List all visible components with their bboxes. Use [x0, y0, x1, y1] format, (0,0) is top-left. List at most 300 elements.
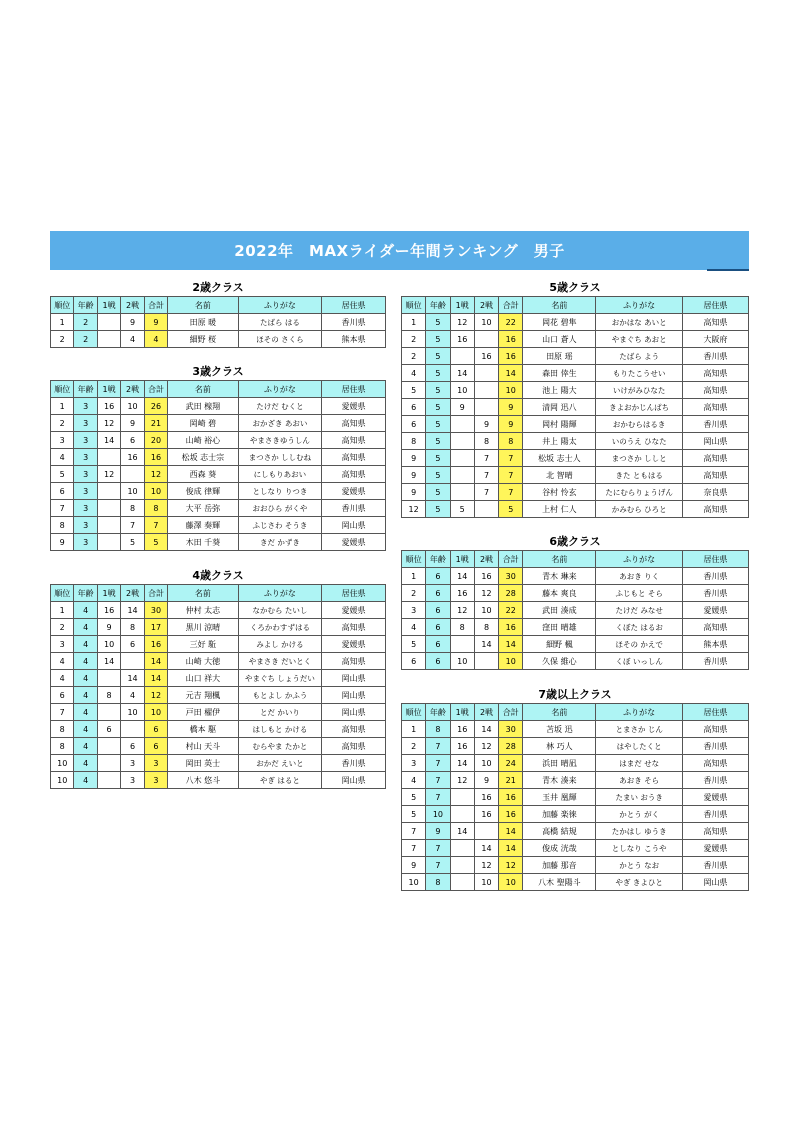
cell-total: 12 — [144, 687, 167, 704]
cell-furigana: くぼ いっしん — [596, 653, 683, 670]
cell-furigana: まつさか ししと — [596, 450, 683, 467]
table-row — [51, 704, 386, 721]
cell-name: 高橋 結規 — [523, 823, 596, 840]
table-row — [51, 772, 386, 789]
cell-total: 14 — [499, 823, 523, 840]
header-name: 名前 — [523, 551, 596, 568]
cell-rank: 2 — [402, 348, 426, 365]
header-age: 年齢 — [426, 704, 450, 721]
cell-race1: 14 — [450, 365, 474, 382]
cell-race2: 16 — [474, 806, 498, 823]
header-total: 合計 — [499, 704, 523, 721]
cell-race1 — [97, 500, 120, 517]
cell-age: 5 — [426, 348, 450, 365]
cell-race1: 14 — [97, 653, 120, 670]
cell-age: 7 — [426, 738, 450, 755]
cell-name: 黒川 涼晴 — [168, 619, 238, 636]
cell-race2: 10 — [121, 704, 144, 721]
cell-prefecture: 高知県 — [322, 738, 386, 755]
cell-race2: 7 — [121, 517, 144, 534]
cell-furigana: くぼた はるお — [596, 619, 683, 636]
cell-race2: 8 — [121, 500, 144, 517]
cell-race2: 6 — [121, 432, 144, 449]
table-row — [51, 415, 386, 432]
cell-name: 山口 祥大 — [168, 670, 238, 687]
cell-prefecture: 高知県 — [322, 466, 386, 483]
cell-age: 4 — [74, 687, 97, 704]
cell-prefecture: 高知県 — [683, 365, 749, 382]
cell-race1: 16 — [450, 331, 474, 348]
cell-age: 7 — [426, 755, 450, 772]
cell-race1 — [97, 704, 120, 721]
cell-age: 3 — [74, 466, 97, 483]
cell-race2 — [121, 721, 144, 738]
cell-race2: 10 — [474, 874, 498, 891]
cell-age: 8 — [426, 874, 450, 891]
cell-name: 浜田 晴凪 — [523, 755, 596, 772]
header-prefecture: 居住県 — [322, 381, 386, 398]
cell-name: 上村 仁人 — [523, 501, 596, 518]
cell-age: 4 — [74, 772, 97, 789]
cell-total: 21 — [499, 772, 523, 789]
table-row — [402, 484, 749, 501]
cell-rank: 4 — [402, 365, 426, 382]
section-3sai — [50, 364, 386, 551]
cell-race2 — [474, 365, 498, 382]
cell-prefecture: 香川県 — [683, 653, 749, 670]
cell-age: 7 — [426, 840, 450, 857]
cell-name: 北 智晴 — [523, 467, 596, 484]
cell-age: 4 — [74, 653, 97, 670]
cell-race2: 12 — [474, 585, 498, 602]
table-row — [402, 331, 749, 348]
header-race1: 1戦 — [97, 381, 120, 398]
cell-age: 5 — [426, 382, 450, 399]
cell-total: 7 — [499, 484, 523, 501]
cell-name: 藤澤 奏輝 — [168, 517, 238, 534]
section-title: 3歳クラス — [192, 365, 244, 378]
table-row — [51, 432, 386, 449]
cell-total: 14 — [499, 840, 523, 857]
cell-race1 — [450, 467, 474, 484]
cell-name: 細野 楓 — [523, 636, 596, 653]
table-row — [51, 721, 386, 738]
cell-race2: 4 — [121, 331, 144, 348]
cell-race2: 14 — [474, 721, 498, 738]
cell-race2: 12 — [474, 857, 498, 874]
cell-name: 山崎 裕心 — [168, 432, 238, 449]
cell-total: 10 — [499, 382, 523, 399]
header-race2: 2戦 — [121, 297, 144, 314]
header-rank: 順位 — [51, 381, 74, 398]
cell-prefecture: 高知県 — [322, 449, 386, 466]
cell-name: 岡花 碧隼 — [523, 314, 596, 331]
cell-rank: 7 — [402, 840, 426, 857]
cell-prefecture: 愛媛県 — [322, 534, 386, 551]
cell-prefecture: 香川県 — [683, 416, 749, 433]
cell-total: 26 — [144, 398, 167, 415]
cell-name: 俊成 洸哉 — [523, 840, 596, 857]
header-race1: 1戦 — [97, 297, 120, 314]
cell-name: 松坂 志士人 — [523, 450, 596, 467]
cell-race1: 16 — [450, 721, 474, 738]
cell-name: 武田 湊成 — [523, 602, 596, 619]
cell-total: 10 — [144, 483, 167, 500]
table-row — [402, 636, 749, 653]
cell-rank: 8 — [402, 433, 426, 450]
cell-name: 林 巧人 — [523, 738, 596, 755]
table-row — [51, 738, 386, 755]
cell-furigana: としなり こうや — [596, 840, 683, 857]
cell-prefecture: 香川県 — [683, 585, 749, 602]
header-furigana: ふりがな — [596, 704, 683, 721]
cell-rank: 1 — [402, 721, 426, 738]
table-row — [51, 755, 386, 772]
cell-total: 24 — [499, 755, 523, 772]
header-total: 合計 — [499, 551, 523, 568]
table-row — [51, 670, 386, 687]
table-row — [402, 314, 749, 331]
cell-race2: 7 — [474, 467, 498, 484]
table-row — [402, 789, 749, 806]
cell-race1: 14 — [450, 823, 474, 840]
cell-furigana: やまぐち しょうだい — [238, 670, 322, 687]
cell-race1 — [97, 449, 120, 466]
cell-race1: 16 — [97, 398, 120, 415]
cell-prefecture: 高知県 — [683, 755, 749, 772]
cell-name: 岡田 英士 — [168, 755, 238, 772]
cell-age: 6 — [426, 653, 450, 670]
cell-prefecture: 香川県 — [683, 348, 749, 365]
cell-name: 木田 千葵 — [168, 534, 238, 551]
cell-furigana: なかむら たいし — [238, 602, 322, 619]
cell-total: 16 — [144, 449, 167, 466]
header-race2: 2戦 — [121, 381, 144, 398]
cell-race1: 10 — [97, 636, 120, 653]
cell-age: 4 — [74, 704, 97, 721]
cell-race2: 10 — [474, 602, 498, 619]
cell-age: 3 — [74, 432, 97, 449]
table-row — [51, 687, 386, 704]
cell-age: 5 — [426, 314, 450, 331]
cell-prefecture: 香川県 — [683, 738, 749, 755]
cell-age: 6 — [426, 636, 450, 653]
header-rank: 順位 — [51, 585, 74, 602]
header-age: 年齢 — [74, 297, 97, 314]
cell-prefecture: 香川県 — [322, 500, 386, 517]
cell-total: 10 — [499, 653, 523, 670]
cell-rank: 5 — [402, 789, 426, 806]
section-5sai — [401, 280, 749, 518]
cell-race1: 16 — [97, 602, 120, 619]
cell-race2: 16 — [121, 449, 144, 466]
cell-total: 9 — [499, 399, 523, 416]
header-rank: 順位 — [51, 297, 74, 314]
cell-age: 5 — [426, 484, 450, 501]
cell-total: 7 — [144, 517, 167, 534]
cell-prefecture: 高知県 — [322, 432, 386, 449]
cell-race2: 10 — [121, 483, 144, 500]
cell-name: 戸田 櫂伊 — [168, 704, 238, 721]
cell-rank: 2 — [402, 585, 426, 602]
table-row — [402, 721, 749, 738]
cell-furigana: くろかわすずはる — [238, 619, 322, 636]
table-row — [402, 857, 749, 874]
cell-furigana: いのうえ ひなた — [596, 433, 683, 450]
cell-total: 14 — [144, 653, 167, 670]
cell-name: 山口 蒼人 — [523, 331, 596, 348]
cell-race2: 4 — [121, 687, 144, 704]
cell-prefecture: 高知県 — [322, 619, 386, 636]
cell-race2: 10 — [474, 314, 498, 331]
cell-race1 — [450, 484, 474, 501]
cell-age: 2 — [74, 314, 97, 331]
table-row — [402, 755, 749, 772]
cell-furigana: やぎ はると — [238, 772, 322, 789]
cell-total: 30 — [144, 602, 167, 619]
table-row — [51, 449, 386, 466]
cell-race1 — [450, 840, 474, 857]
cell-age: 9 — [426, 823, 450, 840]
header-race1: 1戦 — [97, 585, 120, 602]
cell-rank: 6 — [51, 483, 74, 500]
cell-name: 谷村 怜玄 — [523, 484, 596, 501]
header-race1: 1戦 — [450, 297, 474, 314]
cell-race1 — [97, 670, 120, 687]
cell-age: 5 — [426, 501, 450, 518]
cell-race1 — [450, 857, 474, 874]
cell-race1: 6 — [97, 721, 120, 738]
cell-rank: 1 — [51, 602, 74, 619]
cell-name: 村山 天斗 — [168, 738, 238, 755]
cell-age: 5 — [426, 365, 450, 382]
cell-age: 2 — [74, 331, 97, 348]
header-race1: 1戦 — [450, 704, 474, 721]
cell-race2: 9 — [121, 314, 144, 331]
cell-total: 6 — [144, 721, 167, 738]
cell-total: 4 — [144, 331, 167, 348]
table-row — [402, 416, 749, 433]
cell-prefecture: 愛媛県 — [322, 398, 386, 415]
table-row — [402, 738, 749, 755]
cell-race1 — [450, 806, 474, 823]
table-row — [402, 382, 749, 399]
cell-prefecture: 岡山県 — [322, 704, 386, 721]
cell-furigana: みよし かける — [238, 636, 322, 653]
cell-furigana: ほその さくら — [238, 331, 322, 348]
cell-race2: 3 — [121, 772, 144, 789]
header-furigana: ふりがな — [596, 551, 683, 568]
cell-age: 3 — [74, 483, 97, 500]
cell-rank: 2 — [51, 619, 74, 636]
cell-race2: 14 — [121, 602, 144, 619]
cell-total: 12 — [144, 466, 167, 483]
cell-prefecture: 高知県 — [683, 619, 749, 636]
cell-name: 森田 倖生 — [523, 365, 596, 382]
cell-total: 8 — [499, 433, 523, 450]
cell-total: 16 — [499, 806, 523, 823]
cell-age: 3 — [74, 517, 97, 534]
cell-name: 久保 維心 — [523, 653, 596, 670]
cell-prefecture: 愛媛県 — [683, 602, 749, 619]
cell-race1: 8 — [97, 687, 120, 704]
cell-rank: 1 — [402, 568, 426, 585]
ranking-table — [401, 703, 749, 891]
cell-prefecture: 高知県 — [683, 721, 749, 738]
section-7sai-ijou — [401, 687, 749, 891]
section-title: 7歳以上クラス — [538, 688, 612, 701]
cell-race1 — [97, 738, 120, 755]
cell-race2: 7 — [474, 450, 498, 467]
cell-name: 青木 湊来 — [523, 772, 596, 789]
cell-race1 — [97, 534, 120, 551]
cell-furigana: たけだ みなせ — [596, 602, 683, 619]
cell-race2 — [121, 653, 144, 670]
cell-age: 4 — [74, 602, 97, 619]
header-prefecture: 居住県 — [322, 585, 386, 602]
cell-race2: 10 — [474, 755, 498, 772]
cell-prefecture: 高知県 — [322, 721, 386, 738]
cell-total: 28 — [499, 738, 523, 755]
cell-age: 6 — [426, 585, 450, 602]
cell-furigana: おかむらはるき — [596, 416, 683, 433]
cell-race1 — [450, 874, 474, 891]
cell-rank: 3 — [51, 636, 74, 653]
table-row — [402, 348, 749, 365]
cell-rank: 2 — [51, 331, 74, 348]
ranking-table — [50, 380, 386, 551]
cell-name: 元吉 翔楓 — [168, 687, 238, 704]
section-title: 2歳クラス — [192, 281, 244, 294]
cell-furigana: たかはし ゆうき — [596, 823, 683, 840]
cell-furigana: あおき そら — [596, 772, 683, 789]
cell-rank: 9 — [402, 857, 426, 874]
cell-furigana: やまさき だいとく — [238, 653, 322, 670]
cell-prefecture: 愛媛県 — [322, 602, 386, 619]
cell-race1 — [450, 450, 474, 467]
table-row — [402, 568, 749, 585]
cell-prefecture: 大阪府 — [683, 331, 749, 348]
cell-rank: 7 — [51, 704, 74, 721]
cell-rank: 3 — [51, 432, 74, 449]
table-row — [402, 823, 749, 840]
cell-race1: 16 — [450, 738, 474, 755]
header-name: 名前 — [523, 704, 596, 721]
cell-age: 5 — [426, 467, 450, 484]
cell-race1: 14 — [450, 755, 474, 772]
cell-rank: 8 — [51, 721, 74, 738]
cell-rank: 10 — [51, 772, 74, 789]
cell-rank: 1 — [51, 398, 74, 415]
header-race2: 2戦 — [474, 551, 498, 568]
cell-furigana: まつさか ししむね — [238, 449, 322, 466]
cell-race1 — [97, 331, 120, 348]
cell-name: 田原 瑶 — [523, 348, 596, 365]
cell-race1 — [450, 789, 474, 806]
cell-age: 3 — [74, 500, 97, 517]
cell-rank: 2 — [402, 331, 426, 348]
cell-prefecture: 愛媛県 — [322, 636, 386, 653]
cell-race1: 9 — [450, 399, 474, 416]
cell-age: 4 — [74, 755, 97, 772]
cell-total: 10 — [499, 874, 523, 891]
cell-total: 16 — [499, 789, 523, 806]
header-row — [51, 381, 386, 398]
cell-race1: 12 — [450, 772, 474, 789]
cell-total: 16 — [499, 348, 523, 365]
table-row — [51, 602, 386, 619]
cell-age: 3 — [74, 398, 97, 415]
cell-prefecture: 高知県 — [322, 415, 386, 432]
cell-prefecture: 熊本県 — [683, 636, 749, 653]
cell-prefecture: 岡山県 — [322, 670, 386, 687]
cell-age: 3 — [74, 449, 97, 466]
header-row — [51, 585, 386, 602]
cell-rank: 4 — [51, 449, 74, 466]
cell-furigana: かみむら ひろと — [596, 501, 683, 518]
ranking-table — [401, 550, 749, 670]
header-row — [51, 297, 386, 314]
cell-race2: 7 — [474, 484, 498, 501]
header-row — [402, 704, 749, 721]
cell-race2: 12 — [474, 738, 498, 755]
cell-prefecture: 高知県 — [683, 399, 749, 416]
cell-name: 俊成 律輝 — [168, 483, 238, 500]
cell-furigana: はやしたくと — [596, 738, 683, 755]
cell-race1 — [450, 433, 474, 450]
table-row — [51, 534, 386, 551]
cell-furigana: ふじもと そら — [596, 585, 683, 602]
table-row — [51, 517, 386, 534]
cell-name: 苫坂 迅 — [523, 721, 596, 738]
header-furigana: ふりがな — [596, 297, 683, 314]
table-row — [402, 874, 749, 891]
table-row — [402, 653, 749, 670]
cell-age: 6 — [426, 568, 450, 585]
cell-age: 5 — [426, 450, 450, 467]
cell-race2 — [474, 382, 498, 399]
cell-furigana: むらやま たかと — [238, 738, 322, 755]
cell-furigana: かとう なお — [596, 857, 683, 874]
cell-name: 岡村 陽輝 — [523, 416, 596, 433]
cell-age: 6 — [426, 602, 450, 619]
cell-prefecture: 岡山県 — [683, 433, 749, 450]
cell-race1 — [450, 416, 474, 433]
cell-age: 7 — [426, 772, 450, 789]
table-row — [402, 585, 749, 602]
cell-age: 10 — [426, 806, 450, 823]
cell-age: 8 — [426, 721, 450, 738]
cell-total: 21 — [144, 415, 167, 432]
cell-race1 — [97, 517, 120, 534]
cell-total: 9 — [499, 416, 523, 433]
cell-total: 17 — [144, 619, 167, 636]
cell-race1: 14 — [97, 432, 120, 449]
cell-total: 9 — [144, 314, 167, 331]
cell-age: 4 — [74, 670, 97, 687]
cell-name: 藤本 爽良 — [523, 585, 596, 602]
cell-name: 田原 暖 — [168, 314, 238, 331]
cell-race1 — [97, 755, 120, 772]
cell-race2: 16 — [474, 348, 498, 365]
table-row — [402, 450, 749, 467]
section-title: 5歳クラス — [549, 281, 601, 294]
cell-race1 — [97, 314, 120, 331]
header-race2: 2戦 — [474, 297, 498, 314]
cell-race2 — [474, 331, 498, 348]
cell-total: 22 — [499, 314, 523, 331]
cell-age: 5 — [426, 416, 450, 433]
